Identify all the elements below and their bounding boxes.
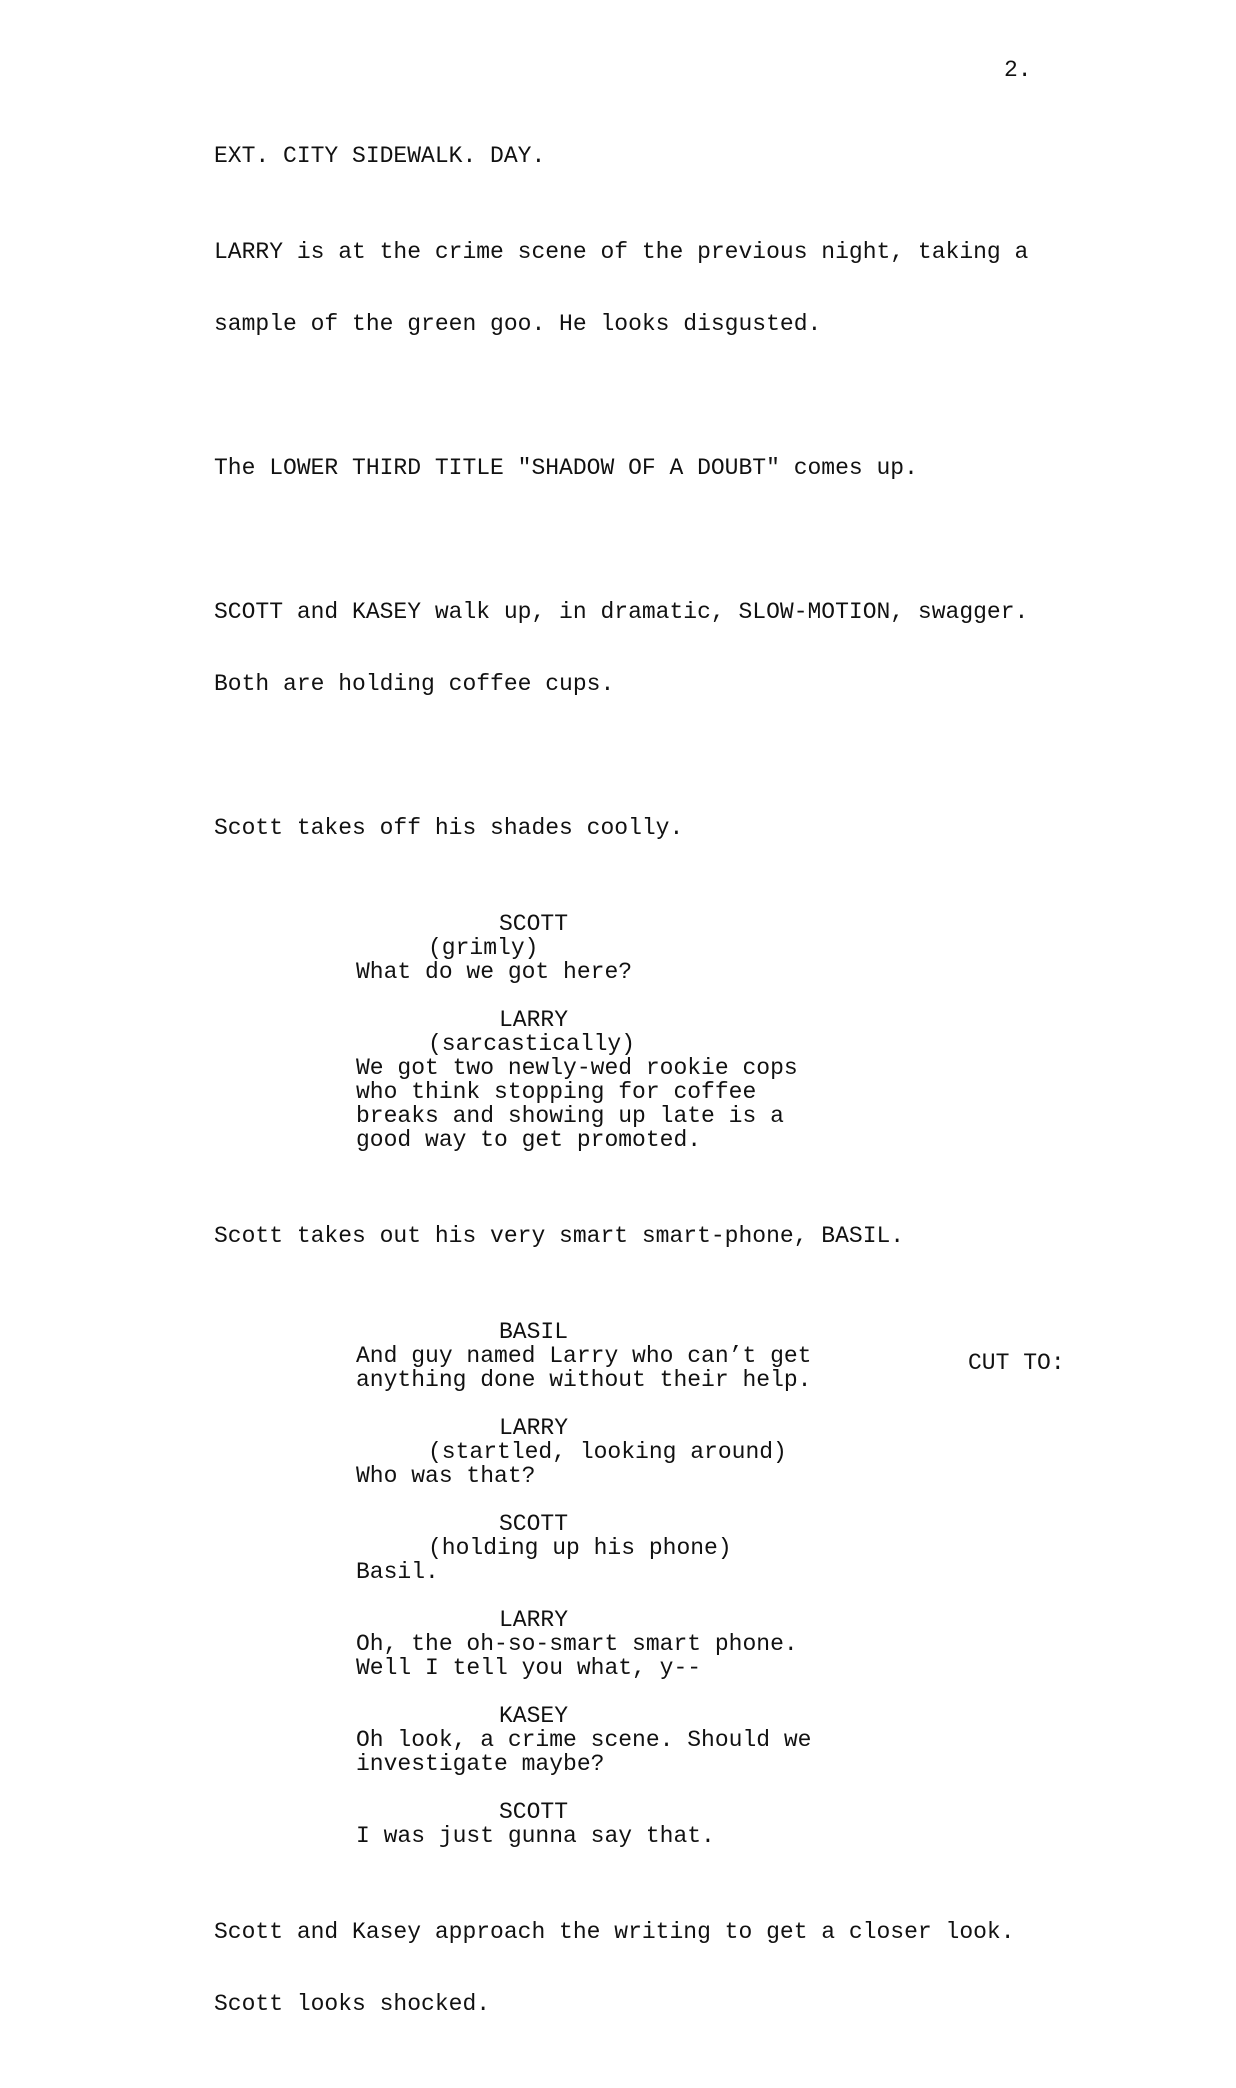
action-line: Scott takes out his very smart smart-phone, BASIL. bbox=[214, 1223, 905, 1249]
action-line: Scott and Kasey approach the writing to get a closer look. bbox=[214, 1919, 1015, 1945]
dialogue-block bbox=[214, 912, 1094, 984]
dialogue-line: I was just gunna say that. bbox=[356, 1823, 715, 1849]
action-block bbox=[214, 552, 1094, 744]
scene-heading: EXT. CITY SIDEWALK. DAY. bbox=[214, 143, 546, 169]
dialogue-line: Well I tell you what, y-- bbox=[356, 1655, 702, 1681]
action-line: Both are holding coffee cups. bbox=[214, 671, 615, 697]
dialogue-block bbox=[214, 1320, 1094, 1392]
dialogue-line: breaks and showing up late is a bbox=[356, 1103, 784, 1129]
parenthetical: (sarcastically) bbox=[428, 1031, 636, 1057]
dialogue-block bbox=[214, 1008, 1094, 1152]
dialogue-line: good way to get promoted. bbox=[356, 1127, 702, 1153]
dialogue-line: What do we got here? bbox=[356, 959, 633, 985]
dialogue-block bbox=[214, 1704, 1094, 1776]
dialogue-line: We got two newly-wed rookie cops bbox=[356, 1055, 798, 1081]
parenthetical: (holding up his phone) bbox=[428, 1535, 732, 1561]
parenthetical: (grimly) bbox=[428, 935, 539, 961]
action-block bbox=[214, 192, 1094, 384]
action-line: The LOWER THIRD TITLE "SHADOW OF A DOUBT" comes up. bbox=[214, 455, 918, 481]
screenplay-body bbox=[214, 144, 1094, 2088]
parenthetical: (startled, looking around) bbox=[428, 1439, 787, 1465]
dialogue-line: who think stopping for coffee bbox=[356, 1079, 757, 1105]
dialogue-block bbox=[214, 1512, 1094, 1584]
character-name: LARRY bbox=[499, 1007, 569, 1033]
dialogue-line: investigate maybe? bbox=[356, 1751, 605, 1777]
dialogue-line: anything done without their help. bbox=[356, 1367, 812, 1393]
action-block bbox=[214, 408, 1094, 528]
action-block bbox=[214, 768, 1094, 888]
action-block bbox=[214, 1176, 1094, 1296]
action-line: LARRY is at the crime scene of the previous night, taking a bbox=[214, 239, 1029, 265]
character-name: BASIL bbox=[499, 1319, 569, 1345]
character-name: SCOTT bbox=[499, 911, 569, 937]
page-number: 2. bbox=[1004, 57, 1032, 83]
action-line: Scott looks shocked. bbox=[214, 1991, 491, 2017]
dialogue-line: Oh, the oh-so-smart smart phone. bbox=[356, 1631, 798, 1657]
dialogue-block bbox=[214, 1416, 1094, 1488]
dialogue-line: Who was that? bbox=[356, 1463, 536, 1489]
character-name: LARRY bbox=[499, 1607, 569, 1633]
character-name: SCOTT bbox=[499, 1511, 569, 1537]
character-name: LARRY bbox=[499, 1415, 569, 1441]
dialogue-line: Basil. bbox=[356, 1559, 439, 1585]
dialogue-block bbox=[214, 1800, 1094, 1848]
action-line: sample of the green goo. He looks disgusted. bbox=[214, 311, 822, 337]
character-name: KASEY bbox=[499, 1703, 569, 1729]
dialogue-block bbox=[214, 1608, 1094, 1680]
action-line: Scott takes off his shades coolly. bbox=[214, 815, 684, 841]
dialogue-line: And guy named Larry who can’t get bbox=[356, 1343, 812, 1369]
action-line: SCOTT and KASEY walk up, in dramatic, SLOW-MOTION, swagger. bbox=[214, 599, 1029, 625]
transition: CUT TO: bbox=[968, 1350, 1065, 1376]
dialogue-line: Oh look, a crime scene. Should we bbox=[356, 1727, 812, 1753]
action-block bbox=[214, 1872, 1094, 2064]
character-name: SCOTT bbox=[499, 1799, 569, 1825]
